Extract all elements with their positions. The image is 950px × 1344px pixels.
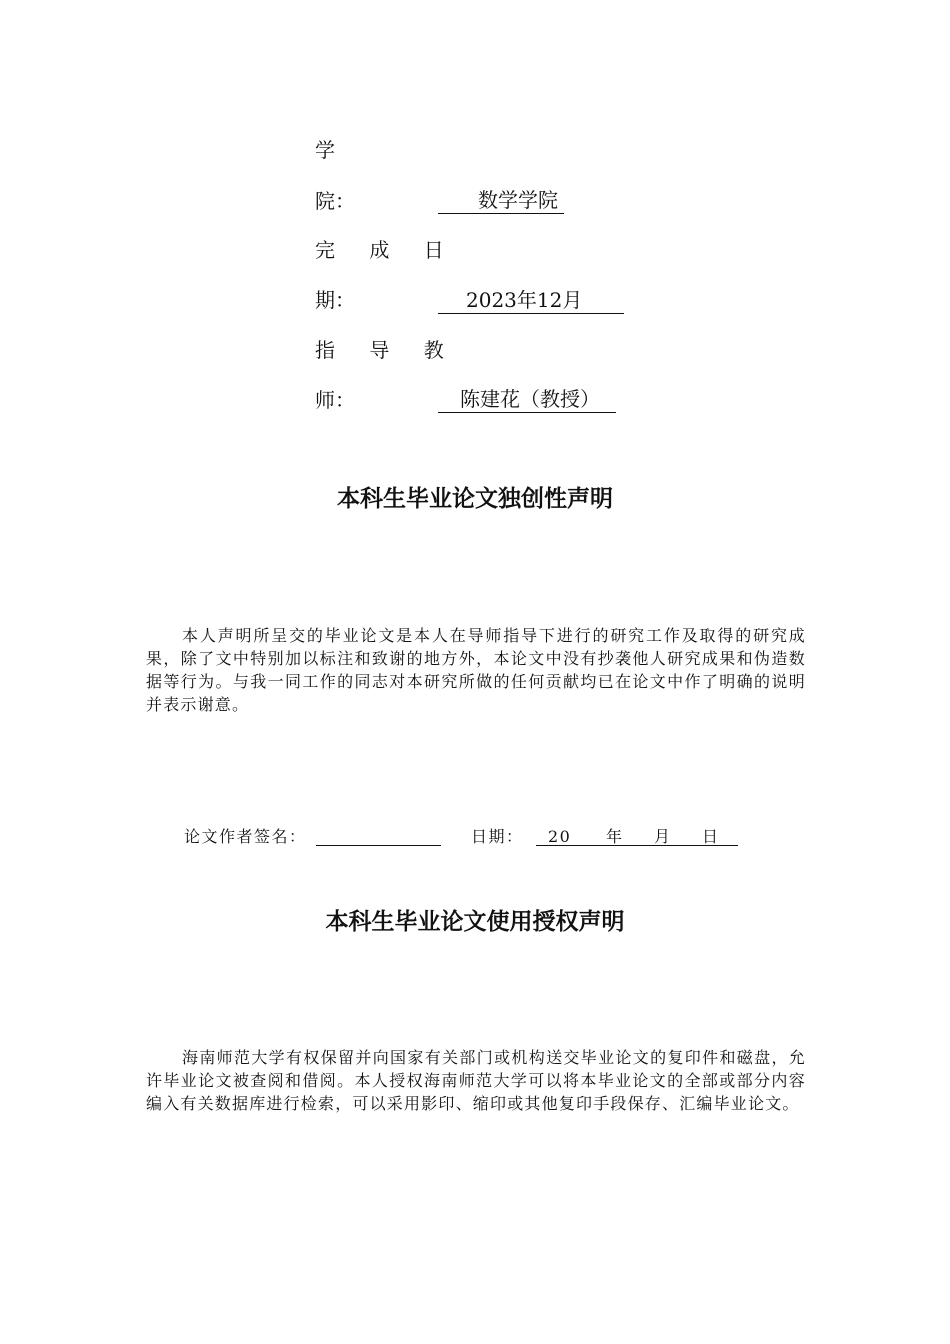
originality-title: 本科生毕业论文独创性声明 bbox=[337, 486, 613, 512]
date-label-top: 完 成 日 bbox=[315, 238, 458, 262]
originality-body: 本人声明所呈交的毕业论文是本人在导师指导下进行的研究工作及取得的研究成果，除了文中特别加以标注和致谢的地方外，本论文中没有抄袭他人研究成果和伪造数据等行为。与我一同工作的同志对本研究所做的任何贡献均已在论文中作了明确的说明并表示谢意。 bbox=[146, 626, 806, 714]
date-line bbox=[536, 845, 738, 846]
date-month-unit: 月 bbox=[654, 827, 672, 846]
authorization-body: 海南师范大学有权保留并向国家有关部门或机构送交毕业论文的复印件和磁盘，允许毕业论文被查阅和借阅。本人授权海南师范大学可以将本毕业论文的全部或部分内容编入有关数据库进行检索，可以采用影印、缩印或其他复印手段保存、汇编毕业论文。 bbox=[146, 1048, 806, 1113]
date-label: 日期： bbox=[471, 827, 524, 846]
date-year-unit: 年 bbox=[606, 827, 624, 846]
advisor-value: 陈建花（教授） bbox=[438, 387, 616, 413]
college-label-bottom: 院： bbox=[315, 189, 355, 213]
date-year: 20 bbox=[548, 827, 572, 846]
signature-label: 论文作者签名： bbox=[184, 827, 307, 846]
signature-line bbox=[316, 845, 441, 846]
authorization-title: 本科生毕业论文使用授权声明 bbox=[325, 909, 625, 935]
college-label-top: 学 bbox=[315, 138, 335, 162]
date-label-bottom: 期： bbox=[315, 288, 355, 312]
college-value: 数学学院 bbox=[438, 188, 564, 214]
advisor-label-top: 指 导 教 bbox=[315, 338, 458, 362]
advisor-label-bottom: 师： bbox=[315, 388, 355, 412]
completion-date-value: 2023年12月 bbox=[438, 288, 624, 314]
date-day-unit: 日 bbox=[702, 827, 720, 846]
